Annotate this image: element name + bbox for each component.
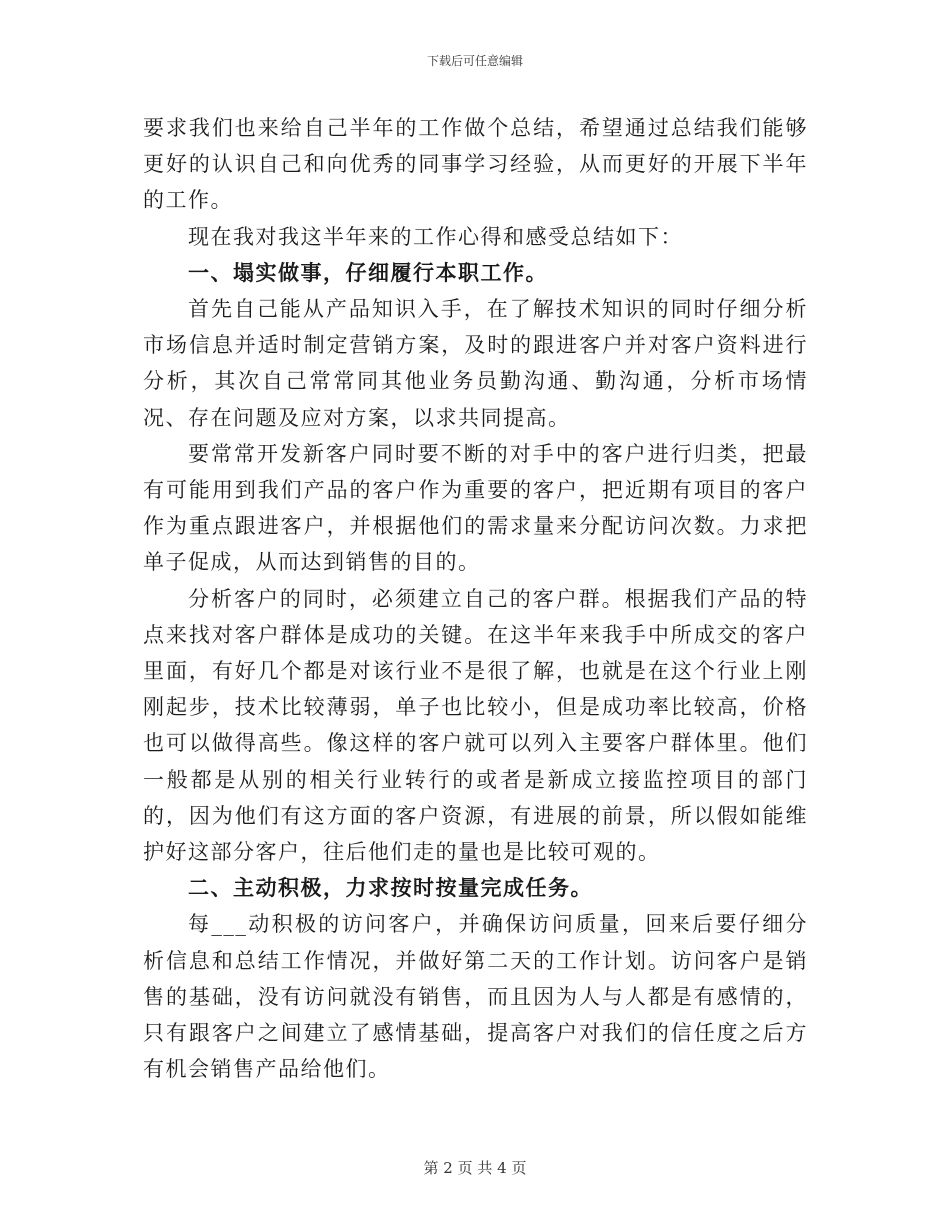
paragraph-intro: 要求我们也来给自己半年的工作做个总结，希望通过总结我们能够更好的认识自己和向优秀的同事学习经验，从而更好的开展下半年的工作。 [143,116,808,213]
paragraph-visit-customers: 每___动积极的访问客户，并确保访问质量，回来后要仔细分析信息和总结工作情况，并做好第二天的工作计划。访问客户是销售的基础，没有访问就没有销售，而且因为人与人都是有感情的，只有跟客户之间建立了感情基础，提高客户对我们的信任度之后方有机会销售产品给他们。 [143,912,808,1082]
paragraph-new-customers: 要常常开发新客户同时要不断的对手中的客户进行归类，把最有可能用到我们产品的客户作为重要的客户，把近期有项目的客户作为重点跟进客户，并根据他们的需求量来分配访问次数。力求把单子促成，从而达到销售的目的。 [143,441,808,575]
paragraph-product-knowledge: 首先自己能从产品知识入手，在了解技术知识的同时仔细分析市场信息并适时制定营销方案，及时的跟进客户并对客户资料进行分析，其次自己常常同其他业务员勤沟通、勤沟通，分析市场情况、存在问题及应对方案，以求共同提高。 [143,297,808,430]
document-body [143,110,808,1087]
paragraph-customer-group: 分析客户的同时，必须建立自己的客户群。根据我们产品的特点来找对客户群体是成功的关键。在这半年来我手中所成交的客户里面，有好几个都是对该行业不是很了解，也就是在这个行业上刚刚起步，技术比较薄弱，单子也比较小，但是成功率比较高，价格也可以做得高些。像这样的客户就可以列入主要客户群体里。他们一般都是从别的相关行业转行的或者是新成立接监控项目的部门的，因为他们有这方面的客户资源，有进展的前景，所以假如能维护好这部分客户，往后他们走的量也是比较可观的。 [143,586,808,865]
page-footer: 第 2 页 共 4 页 [423,1159,527,1177]
paragraph-summary-lead: 现在我对我这半年来的工作心得和感受总结如下： [188,224,683,249]
section-heading-2: 二、主动积极，力求按时按量完成任务。 [188,876,593,901]
section-heading-1: 一、塌实做事，仔细履行本职工作。 [188,260,548,285]
page-header: 下载后可任意编辑 [426,54,523,68]
